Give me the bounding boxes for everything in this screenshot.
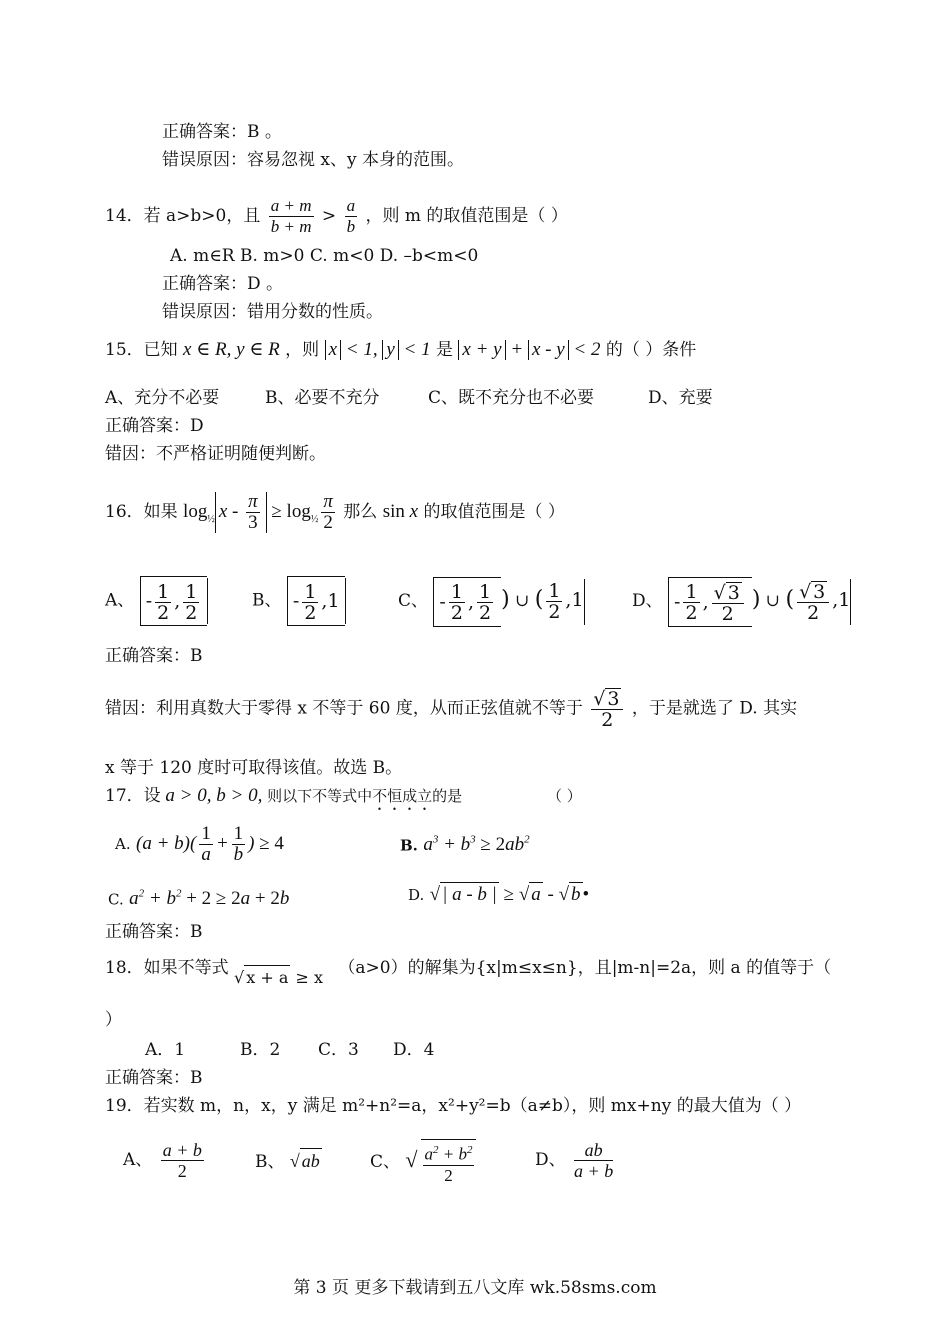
q17-answer: 正确答案：B: [105, 922, 203, 942]
q14-stem-pre: 14．若 a>b>0，且: [105, 206, 261, 226]
q18-stem: [105, 956, 831, 990]
q15-mid2: 是: [436, 340, 454, 360]
q14-stem-post: ，则 m 的取值范围是（ ）: [365, 206, 568, 226]
q16-log-left: $\log_{\frac{1}{2}} x$ - $\frac{\pi}{3}$ ≥ $\log_{\frac{1}{2}}$ $\frac{\pi}{2}$: [183, 491, 333, 534]
q19-label-c: C、: [370, 1152, 401, 1172]
q16-reason-line1: [105, 688, 797, 730]
q17-label-b: B.: [400, 836, 418, 855]
q16-reason-text-a: 错因：利用真数大于零得 x 不等于 60 度，从而正弦值就不等于: [105, 698, 583, 719]
q16-reason-line2: x 等于 120 度时可取得该值。故选 B。: [105, 758, 403, 778]
q16-reason-text-b: ，于是就选了 D. 其实: [631, 698, 798, 719]
q13-answer: 正确答案：B 。: [162, 122, 282, 142]
q15-option-a: A、充分不必要: [105, 388, 220, 408]
q17-option-d: D. √ | a - b | ≥ √ a - √ b •: [408, 884, 590, 905]
q16-option-a: A、 - $\frac{1}{2}$ , $\frac{1}{2}$: [105, 576, 208, 626]
q19-label-d: D、: [535, 1150, 566, 1170]
q17-label-a: A.: [115, 835, 131, 853]
q17-stem-pre: 17．设: [105, 786, 161, 806]
q19-option-d: D、 $\frac{ab}{a + b}$: [535, 1140, 614, 1181]
q15-stem: [105, 338, 696, 362]
q16-sqrt3-over-2: $\frac{√ 3}{2}$: [591, 688, 623, 730]
q17-stem: [105, 784, 582, 814]
q18-stem-post: （a>0）的解集为{x|m≤x≤n}，且|m-n|=2a，则 a 的值等于（: [338, 958, 832, 978]
q17-stem-a: 则以下不等式中: [267, 787, 373, 805]
q14-fraction-left: $\frac{a + m}{b + m}$: [270, 196, 312, 236]
q16-mid: 那么: [343, 502, 378, 522]
q14-stem: 14．若 a>b>0，且 $\frac{a + m}{b + m}$ > $\frac{a}{b}$ ，则 m 的取值范围是（ ）: [105, 196, 568, 236]
q19-label-a: A、: [123, 1150, 153, 1170]
q17-label-d: D.: [408, 886, 425, 904]
q16-label-a: A、: [105, 590, 135, 611]
q15-answer: 正确答案：D: [105, 416, 204, 436]
q15-stem-post: 的（ ）条件: [605, 340, 697, 360]
q15-math-cond1: x < 1, y < 1: [325, 339, 431, 360]
q16-stem-post: 的取值范围是（ ）: [423, 502, 565, 522]
q15-stem-pre: 15．已知: [105, 340, 178, 360]
q16-stem-pre: 16．如果: [105, 502, 178, 522]
q18-stem-pre: 18．如果不等式: [105, 958, 229, 978]
q19-option-b: B、 √ ab: [255, 1148, 322, 1174]
q15-option-c: C、既不充分也不必要: [428, 388, 595, 408]
q18-option-a: A．1: [145, 1040, 186, 1060]
q18-inequality: √ x + a ≥ x: [234, 965, 323, 990]
q18-answer: 正确答案：B: [105, 1068, 203, 1088]
q16-label-c: C、: [398, 591, 429, 611]
q14-options: A. m∈R B. m>0 C. m<0 D. –b<m<0: [170, 246, 479, 266]
q15-mid1: ，则: [285, 340, 320, 360]
q19-option-c: C、 √ $\frac{a^2 + b^2}{2}$: [370, 1138, 479, 1186]
q15-math-domain: x ∈ R, y ∈ R: [183, 339, 280, 360]
q18-option-b: B．2: [240, 1040, 281, 1060]
q19-stem: 19．若实数 m，n，x，y 满足 m²+n²=a，x²+y²=b（a≠b），则 mx+ny 的最大值为（ ）: [105, 1096, 802, 1116]
q17-condition: a > 0, b > 0,: [165, 785, 263, 806]
q17-option-a: A. (a + b)( $\frac{1}{a}$ + $\frac{1}{b}$ ) ≥ 4: [115, 823, 284, 866]
q18-option-c: C．3: [318, 1040, 359, 1060]
q15-option-d: D、充要: [648, 388, 713, 408]
q16-stem: [105, 492, 565, 540]
q19-label-b: B、: [255, 1152, 285, 1172]
q17-stem-b: 的是: [432, 787, 463, 805]
q14-answer: 正确答案：D 。: [162, 274, 284, 294]
q17-option-b: B. $a^3 + b^3 \ge 2ab^2$: [400, 834, 530, 856]
q17-paren: （ ）: [546, 787, 582, 805]
q16-answer: 正确答案：B: [105, 646, 203, 666]
q16-label-b: B、: [252, 590, 282, 611]
q18-stem-line2: ）: [105, 1010, 122, 1030]
q18-option-d: D．4: [393, 1040, 435, 1060]
q13-reason: 错误原因：容易忽视 x、y 本身的范围。: [162, 150, 464, 170]
q16-label-d: D、: [632, 591, 663, 611]
q17-stem-dotted: 不恒成立: [372, 787, 433, 805]
q16-option-d: D、 - $\frac{1}{2}$ , $\frac{√ 3}{2}$ ) ∪ ( $\frac{√ 3}{2}$ ,1: [632, 576, 851, 627]
q19-option-a: A、 $\frac{a + b}{2}$: [123, 1140, 202, 1181]
q15-math-cond2: x + y + x - y < 2: [458, 339, 600, 360]
page-footer: 第 3 页 更多下载请到五八文库 wk.58sms.com: [293, 1278, 657, 1298]
q17-label-c: C.: [108, 890, 124, 909]
q16-sin-x: sin x: [382, 501, 419, 522]
q16-option-b: B、 - $\frac{1}{2}$ ,1: [252, 576, 346, 626]
q14-fraction-right: $\frac{a}{b}$: [346, 196, 356, 236]
q14-reason: 错误原因：错用分数的性质。: [162, 302, 383, 322]
q16-option-c: C、 - $\frac{1}{2}$ , $\frac{1}{2}$ ) ∪ ( $\frac{1}{2}$ ,1: [398, 576, 585, 627]
q15-reason: 错因：不严格证明随便判断。: [105, 444, 326, 464]
q17-option-c: C. $a^2 + b^2 + 2 \ge 2a + 2b$: [108, 888, 290, 910]
q15-option-b: B、必要不充分: [265, 388, 380, 408]
